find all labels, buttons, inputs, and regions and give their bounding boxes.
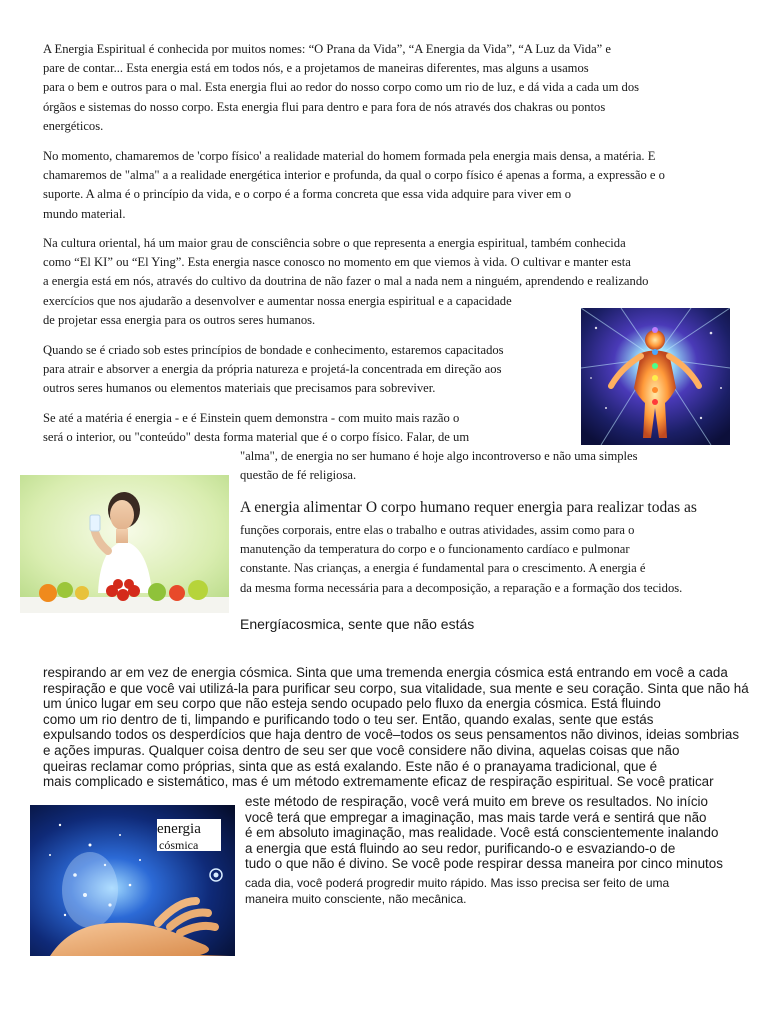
paragraph-einstein — [43, 409, 469, 447]
section-heading-cosmic-energy: Energíacosmica, sente que não estás — [240, 616, 475, 632]
text-line: um único lugar em seu corpo que não esteja sendo ocupado pelo fluxo da energia cósmica. Está fluindo — [43, 696, 661, 712]
text-line: queiras reclamar como próprias, sinta que as está exalando. Este não é o pranayama tradicional, que é — [43, 758, 658, 774]
paragraph-eastern-culture — [43, 234, 648, 330]
paragraph-principles — [43, 341, 504, 399]
text-line: será o interior, ou "conteúdo" desta forma material que é o corpo físico. Falar, de um — [43, 430, 470, 445]
text-line: chamaremos de "alma" a a realidade energética interior e profunda, da qual o corpo físico é apenas a forma, a expressão e o — [43, 168, 665, 183]
paragraph-breathing-closing — [245, 875, 669, 907]
cosmic-energy-hand-image — [30, 805, 235, 956]
text-line: energéticos. — [43, 118, 104, 133]
text-line: Se até a matéria é energia - e é Einstein quem demonstra - com muito mais razão o — [43, 411, 460, 425]
text-line: e ações impuras. Qualquer coisa dentro de seu ser que você considere não divina, aquelas coisas que não — [43, 742, 680, 758]
text-line: expulsando todos os desperdícios que haja dentro de você–todos os seus pensamentos não divinos, ideias sombrias — [43, 727, 740, 743]
section-heading-food-energy: A energia alimentar O corpo humano requer energia para realizar todas as — [240, 499, 697, 516]
energy-aura-image — [581, 308, 730, 445]
paragraph-breathing-results — [245, 794, 723, 872]
text-line: como um rio dentro de ti, limpando e purificando todo o teu ser. Então, quando exalas, sente que estás — [43, 711, 654, 727]
paragraph-body-soul — [43, 147, 665, 224]
text-line: Na cultura oriental, há um maior grau de consciência sobre o que representa a energia espiritual, também conhecida — [43, 236, 626, 250]
paragraph-cosmic-breathing — [43, 665, 749, 790]
text-line: mais complicado e sistemático, mas é um método extremamente eficaz de respiração espiritual. Se você praticar — [43, 774, 714, 790]
text-line: da mesma forma necessária para a decomposição, a reparação e a formação dos tecidos. — [240, 580, 683, 595]
cosmic-caption-line-2: cósmica — [159, 838, 199, 852]
text-line: manutenção da temperatura do corpo e o funcionamento cardíaco e pulmonar — [240, 542, 630, 557]
woman-drinking-water-image — [20, 475, 229, 613]
cosmic-caption-line-1: energia — [157, 821, 201, 837]
text-line: maneira muito consciente, não mecânica. — [245, 892, 467, 906]
text-line: mundo material. — [43, 206, 126, 221]
text-line: pare de contar... Esta energia está em todos nós, e a projetamos de maneiras diferentes, mas alguns a usamos — [43, 61, 589, 76]
text-line: tudo o que não é divino. Se você pode respirar dessa maneira por cinco minutos — [245, 856, 723, 872]
text-line: suporte. A alma é o princípio da vida, e o corpo é a forma concreta que essa vida adquire para viver em o — [43, 187, 572, 202]
text-line: outros seres humanos ou elementos materiais que precisamos para sobreviver. — [43, 381, 436, 396]
text-line: No momento, chamaremos de 'corpo físico' a realidade material do homem formada pela energia mais densa, a matéria. E — [43, 149, 656, 163]
text-line: respiração e que você vai utilizá-la para purificar seu corpo, sua vitalidade, sua mente e seu coração. Sinta que não há — [43, 680, 749, 696]
text-line: funções corporais, entre elas o trabalho e outras atividades, assim como para o — [240, 523, 635, 537]
text-line: é em absoluto imaginação, mas realidade. Você está conscientemente inalando — [245, 825, 719, 841]
text-line: você terá que empregar a imaginação, mas mais tarde verá e sentirá que não — [245, 809, 707, 825]
text-line: constante. Nas crianças, a energia é fundamental para o crescimento. A energia é — [240, 561, 646, 576]
paragraph-intro — [43, 40, 639, 136]
text-line: A Energia Espiritual é conhecida por muitos nomes: “O Prana da Vida”, “A Energia da Vida”, “A Luz da Vida” e — [43, 42, 612, 56]
text-line: para atrair e absorver a energia da própria natureza e projetá-la concentrada em direção aos — [43, 362, 502, 377]
text-line: Quando se é criado sob estes princípios de bondade e conhecimento, estaremos capacitados — [43, 343, 504, 357]
paragraph-food-energy — [240, 521, 682, 598]
paragraph-einstein-continued — [240, 447, 638, 485]
text-line: órgãos e sistemas do nosso corpo. Esta energia flui para dentro e para fora de nós através dos chakras ou pontos — [43, 99, 606, 114]
text-line: para o bem e outros para o mal. Esta energia flui ao redor do nosso corpo como um rio de luz, e dá vida a cada um dos — [43, 80, 640, 95]
text-line: questão de fé religiosa. — [240, 468, 357, 483]
text-line: respirando ar em vez de energia cósmica. Sinta que uma tremenda energia cósmica está entrando em você a cada — [43, 665, 728, 680]
text-line: cada dia, você poderá progredir muito rápido. Mas isso precisa ser feito de uma — [245, 876, 670, 890]
text-line: a energia está em nós, através do cultivo da doutrina de não fazer o mal a nada nem a ninguém, aprendendo e realizando — [43, 274, 649, 289]
text-line: "alma", de energia no ser humano é hoje algo incontroverso e não uma simples — [240, 449, 638, 463]
text-line: exercícios que nos ajudarão a desenvolver e aumentar nossa energia espiritual e a capacidade — [43, 293, 512, 308]
text-line: a energia que está fluindo ao seu redor, purificando-o e esvaziando-o de — [245, 840, 676, 856]
text-line: de projetar essa energia para os outros seres humanos. — [43, 312, 316, 327]
text-line: este método de respiração, você verá muito em breve os resultados. No início — [245, 794, 708, 809]
text-line: como “El KI” ou “El Ying”. Esta energia nasce conosco no momento em que viemos à vida. O cultivar e manter esta — [43, 255, 631, 270]
